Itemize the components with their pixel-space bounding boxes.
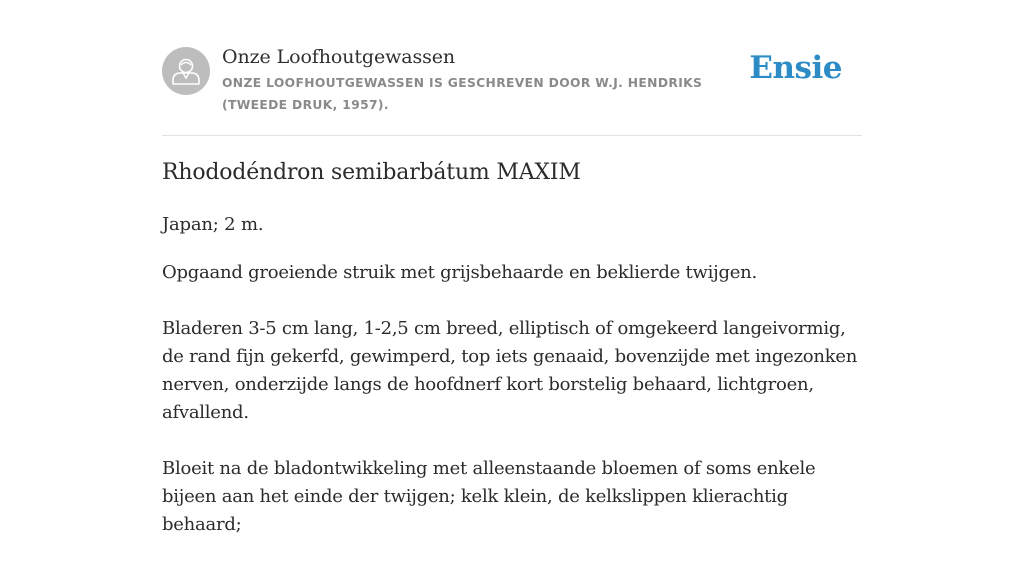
book-header	[162, 0, 862, 136]
user-icon	[162, 47, 210, 95]
avatar[interactable]	[162, 47, 210, 95]
entry-paragraph-leaves: Bladeren 3-5 cm lang, 1-2,5 cm breed, elliptisch of omgekeerd langeivormig, de rand fijn gekerfd, gewimperd, top iets genaaid, bovenzijde met ingezonken nerven, onderzijde langs de hoofdnerf kort borstelig behaard, lichtgroen, afvallend.	[162, 318, 858, 423]
entry-paragraph-habit: Opgaand groeiende struik met grijsbehaarde en beklierde twijgen.	[162, 262, 757, 283]
book-title[interactable]: Onze Loofhoutgewassen	[222, 46, 456, 68]
entry-origin: Japan; 2 m.	[162, 214, 264, 235]
page-container	[162, 0, 862, 535]
entry-body	[162, 259, 862, 567]
entry-title: Rhododéndron semibarbátum MAXIM	[162, 160, 581, 185]
ensie-logo-link[interactable]: Ensie	[749, 50, 842, 86]
book-description: ONZE LOOFHOUTGEWASSEN IS GESCHREVEN DOOR W.J. HENDRIKS (TWEEDE DRUK, 1957).	[222, 76, 703, 112]
entry-paragraph-flowers: Bloeit na de bladontwikkeling met alleenstaande bloemen of soms enkele bijeen aan het einde der twijgen; kelk klein, de kelkslippen klierachtig behaard;	[162, 458, 816, 535]
